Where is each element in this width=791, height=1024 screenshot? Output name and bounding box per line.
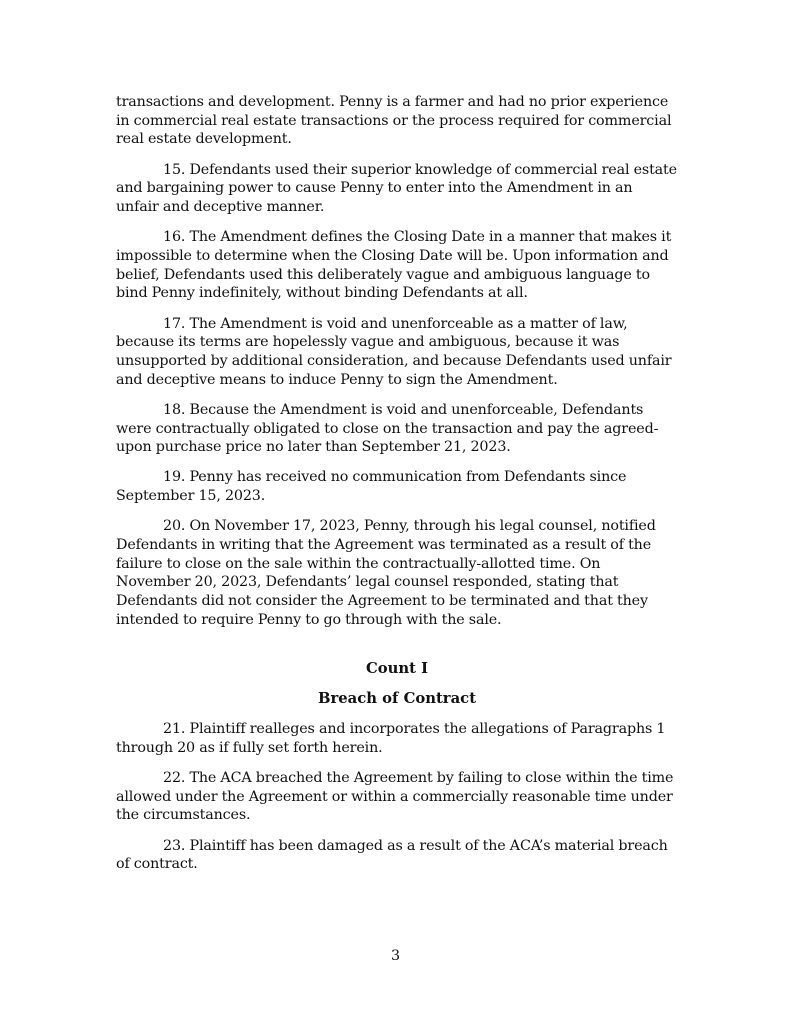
paragraph-19: 19. Penny has received no communication from Defendants since September 15, 2023. (116, 469, 627, 505)
paragraph-22: 22. The ACA breached the Agreement by failing to close within the time allowed under the Agreement or within a commercially reasonable time under the circumstances. (116, 769, 674, 824)
paragraph-20: 20. On November 17, 2023, Penny, through his legal counsel, notified Defendants in writing that the Agreement was terminated as a result of the failure to close on the sale within the contractually-allotted time. On November 20, 2023, Defendants’ legal counsel responded, stating that Defendants did not consider the Agreement to be terminated and that they intended to require Penny to go through with the sale. (116, 518, 656, 628)
paragraph-14-continued: transactions and development. Penny is a farmer and had no prior experience in commercial real estate transactions or the process required for commercial real estate development. (116, 94, 672, 148)
paragraph-17: 17. The Amendment is void and unenforceable as a matter of law, because its terms are hopelessly vague and ambiguous, because it was unsupported by additional consideration, and because Defendants used unfair and deceptive means to induce Penny to sign the Amendment. (116, 315, 672, 388)
count-subheading: Breach of Contract (317, 690, 477, 708)
paragraph-21: 21. Plaintiff realleges and incorporates the allegations of Paragraphs 1 through 20 as if fully set forth herein. (116, 720, 666, 756)
page-number: 3 (390, 948, 401, 964)
count-heading: Count I (365, 659, 429, 677)
paragraph-18: 18. Because the Amendment is void and unenforceable, Defendants were contractually obligated to close on the transaction and pay the agreed-upon purchase price no later than September 21, 2023. (116, 401, 659, 456)
document-page (116, 93, 678, 885)
paragraph-16: 16. The Amendment defines the Closing Date in a manner that makes it impossible to determine when the Closing Date will be. Upon information and belief, Defendants used this deliberately vague and ambiguous language to bind Penny indefinitely, without binding Defendants at all. (116, 229, 672, 302)
paragraph-23: 23. Plaintiff has been damaged as a result of the ACA’s material breach of contract. (116, 837, 668, 873)
paragraph-15: 15. Defendants used their superior knowledge of commercial real estate and bargaining power to cause Penny to enter into the Amendment in an unfair and deceptive manner. (116, 161, 677, 216)
